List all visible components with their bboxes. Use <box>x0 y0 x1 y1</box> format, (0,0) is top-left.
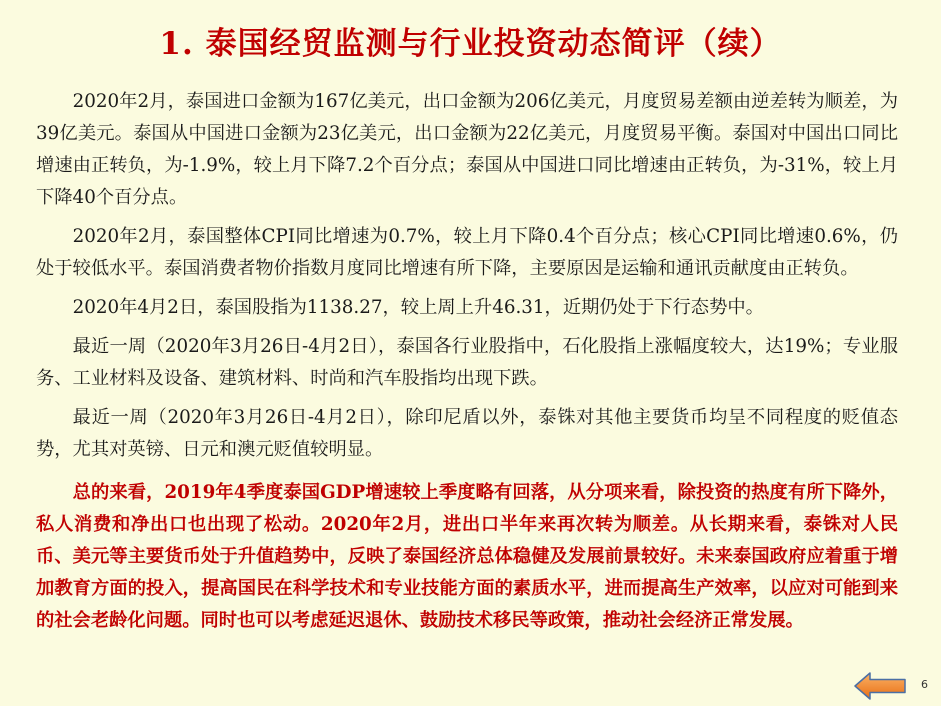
paragraph-trade: 2020年2月，泰国进口金额为167亿美元，出口金额为206亿美元，月度贸易差额由逆差转为顺差，为39亿美元。泰国从中国进口金额为23亿美元，出口金额为22亿美元，月度贸易平衡。泰国对中国出口同比增速由正转负，为-1.9%，较上月下降7.2个百分点；泰国从中国进口同比增速由正转负，为-31%，较上月下降40个百分点。 <box>36 91 898 208</box>
paragraph-currency: 最近一周（2020年3月26日-4月2日），除印尼盾以外，泰铢对其他主要货币均呈不同程度的贬值态势，尤其对英镑、日元和澳元贬值较明显。 <box>36 407 898 460</box>
slide-title: 1. 泰国经贸监测与行业投资动态简评（续） <box>159 26 782 62</box>
left-arrow-icon <box>853 671 907 701</box>
slide-content <box>36 86 898 644</box>
paragraph-cpi: 2020年2月，泰国整体CPI同比增速为0.7%，较上月下降0.4个百分点；核心CPI同比增速0.6%，仍处于较低水平。泰国消费者物价指数月度同比增速有所下降，主要原因是运输和通讯贡献度由正转负。 <box>36 226 898 279</box>
paragraph-summary: 总的来看，2019年4季度泰国GDP增速较上季度略有回落，从分项来看，除投资的热度有所下降外，私人消费和净出口也出现了松动。2020年2月，进出口半年来再次转为顺差。从长期来看，泰铢对人民币、美元等主要货币处于升值趋势中，反映了泰国经济总体稳健及发展前景较好。未来泰国政府应着重于增加教育方面的投入，提高国民在科学技术和专业技能方面的素质水平，进而提高生产效率，以应对可能到来的社会老龄化问题。同时也可以考虑延迟退休、鼓励技术移民等政策，推动社会经济正常发展。 <box>36 482 898 631</box>
paragraph-sector-indices: 最近一周（2020年3月26日-4月2日），泰国各行业股指中，石化股指上涨幅度较大，达19%；专业服务、工业材料及设备、建筑材料、时尚和汽车股指均出现下跌。 <box>36 336 898 389</box>
paragraph-stock-index: 2020年4月2日，泰国股指为1138.27，较上周上升46.31，近期仍处于下行态势中。 <box>72 297 764 318</box>
back-button[interactable] <box>853 671 907 701</box>
page-number: 6 <box>921 678 928 691</box>
